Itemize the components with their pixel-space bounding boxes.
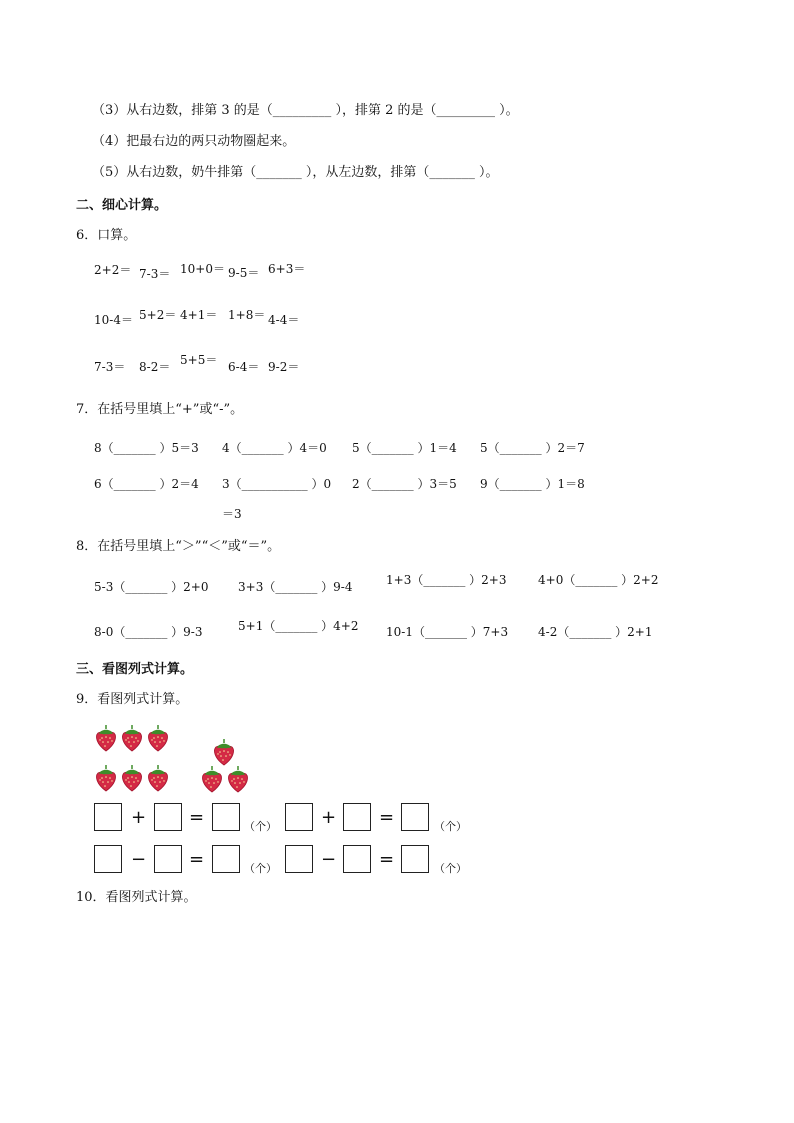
unit-label: （个） bbox=[244, 862, 277, 875]
strawberry-icon bbox=[120, 724, 144, 752]
q5-part5: （5）从右边数，奶牛排第（_______ ），从左边数，排第（_______ ）。 bbox=[92, 165, 499, 180]
q6-item: 4-4＝ bbox=[268, 313, 300, 327]
answer-box[interactable] bbox=[212, 845, 240, 873]
q7-item: 5（_______ ）1＝4 bbox=[352, 441, 457, 455]
equals-sign: = bbox=[189, 849, 205, 870]
answer-box[interactable] bbox=[343, 803, 371, 831]
q7-item: 4（_______ ）4＝0 bbox=[222, 441, 327, 455]
answer-box[interactable] bbox=[285, 803, 313, 831]
q6-item: 2+2＝ bbox=[94, 263, 132, 277]
q8-item: 5+1（_______ ）4+2 bbox=[238, 619, 359, 633]
answer-box[interactable] bbox=[343, 845, 371, 873]
plus-sign: + bbox=[131, 807, 147, 828]
q5-part3: （3）从右边数，排第 3 的是（_________ ），排第 2 的是（_________ ）。 bbox=[92, 103, 519, 118]
q8-item: 4+0（_______ ）2+2 bbox=[538, 573, 659, 587]
equals-sign: = bbox=[379, 807, 395, 828]
minus-sign: − bbox=[321, 849, 337, 870]
minus-sign: − bbox=[131, 849, 147, 870]
answer-box[interactable] bbox=[401, 803, 429, 831]
q7-item: ＝3 bbox=[222, 507, 242, 521]
q6-item: 5+2＝ bbox=[139, 308, 177, 322]
q8-title: 8．在括号里填上“＞”“＜”或“＝”。 bbox=[76, 539, 281, 554]
answer-box[interactable] bbox=[154, 845, 182, 873]
q8-item: 4-2（_______ ）2+1 bbox=[538, 625, 653, 639]
q7-item: 8（_______ ）5＝3 bbox=[94, 441, 199, 455]
q8-item: 1+3（_______ ）2+3 bbox=[386, 573, 507, 587]
strawberry-icon bbox=[146, 764, 170, 792]
section-2-title: 二、细心计算。 bbox=[76, 198, 168, 213]
q7-item: 3（___________ ）0 bbox=[222, 477, 332, 491]
q6-item: 6-4＝ bbox=[228, 360, 260, 374]
q8-item: 3+3（_______ ）9-4 bbox=[238, 580, 353, 594]
strawberry-icon bbox=[94, 764, 118, 792]
q10-title: 10．看图列式计算。 bbox=[76, 890, 197, 905]
q6-item: 9-2＝ bbox=[268, 360, 300, 374]
strawberry-icon bbox=[212, 738, 236, 766]
q6-item: 7-3＝ bbox=[139, 267, 171, 281]
answer-box[interactable] bbox=[401, 845, 429, 873]
q7-title: 7．在括号里填上“+”或“-”。 bbox=[76, 402, 244, 417]
q8-item: 10-1（_______ ）7+3 bbox=[386, 625, 509, 639]
q6-item: 10-4＝ bbox=[94, 313, 133, 327]
equals-sign: = bbox=[189, 807, 205, 828]
answer-box[interactable] bbox=[154, 803, 182, 831]
strawberry-icon bbox=[226, 765, 250, 793]
unit-label: （个） bbox=[434, 820, 467, 833]
q7-item: 5（_______ ）2＝7 bbox=[480, 441, 585, 455]
unit-label: （个） bbox=[434, 862, 467, 875]
equals-sign: = bbox=[379, 849, 395, 870]
strawberry-icon bbox=[120, 764, 144, 792]
q7-item: 6（_______ ）2＝4 bbox=[94, 477, 199, 491]
q7-item: 2（_______ ）3＝5 bbox=[352, 477, 457, 491]
q5-part4: （4）把最右边的两只动物圈起来。 bbox=[92, 134, 296, 149]
q8-item: 5-3（_______ ）2+0 bbox=[94, 580, 209, 594]
q6-item: 5+5＝ bbox=[180, 353, 218, 367]
q6-item: 7-3＝ bbox=[94, 360, 126, 374]
strawberry-icon bbox=[200, 765, 224, 793]
answer-box[interactable] bbox=[212, 803, 240, 831]
q6-item: 10+0＝ bbox=[180, 262, 225, 276]
q6-item: 1+8＝ bbox=[228, 308, 266, 322]
plus-sign: + bbox=[321, 807, 337, 828]
q6-item: 6+3＝ bbox=[268, 262, 306, 276]
q8-item: 8-0（_______ ）9-3 bbox=[94, 625, 203, 639]
unit-label: （个） bbox=[244, 820, 277, 833]
q6-item: 8-2＝ bbox=[139, 360, 171, 374]
answer-box[interactable] bbox=[94, 803, 122, 831]
q6-item: 4+1＝ bbox=[180, 308, 218, 322]
answer-box[interactable] bbox=[94, 845, 122, 873]
q7-item: 9（_______ ）1＝8 bbox=[480, 477, 585, 491]
q9-title: 9．看图列式计算。 bbox=[76, 692, 189, 707]
section-3-title: 三、看图列式计算。 bbox=[76, 662, 194, 677]
answer-box[interactable] bbox=[285, 845, 313, 873]
q6-item: 9-5＝ bbox=[228, 266, 260, 280]
q6-title: 6．口算。 bbox=[76, 228, 137, 243]
strawberry-icon bbox=[94, 724, 118, 752]
strawberry-icon bbox=[146, 724, 170, 752]
